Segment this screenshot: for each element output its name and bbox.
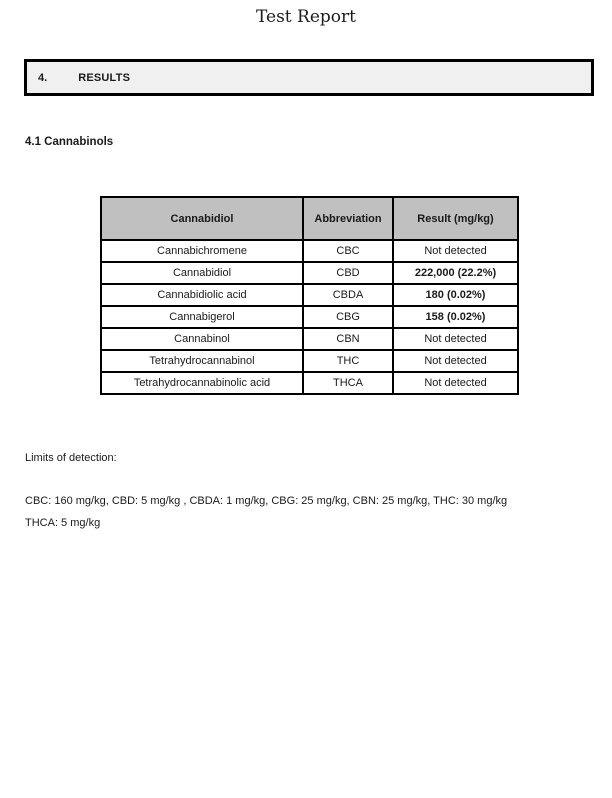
compound-cell: Cannabinol xyxy=(101,328,303,350)
table-row xyxy=(101,262,518,284)
table-row xyxy=(101,372,518,394)
abbreviation-cell: THC xyxy=(303,350,393,372)
table-row xyxy=(101,306,518,328)
result-cell: 180 (0.02%) xyxy=(393,284,518,306)
compound-cell: Tetrahydrocannabinol xyxy=(101,350,303,372)
header-compound: Cannabidiol xyxy=(101,197,303,240)
result-cell: 222,000 (22.2%) xyxy=(393,262,518,284)
section-title: RESULTS xyxy=(78,71,131,84)
table-row xyxy=(101,284,518,306)
compound-cell: Tetrahydrocannabinolic acid xyxy=(101,372,303,394)
result-cell: 158 (0.02%) xyxy=(393,306,518,328)
limits-line-2: THCA: 5 mg/kg xyxy=(25,517,101,529)
cannabinols-table xyxy=(100,196,519,395)
limits-of-detection-values xyxy=(25,490,600,534)
result-cell: Not detected xyxy=(393,350,518,372)
subsection-title: 4.1 Cannabinols xyxy=(25,136,114,148)
result-cell: Not detected xyxy=(393,372,518,394)
result-cell: Not detected xyxy=(393,328,518,350)
compound-cell: Cannabidiolic acid xyxy=(101,284,303,306)
section-number: 4. xyxy=(38,71,48,84)
compound-cell: Cannabidiol xyxy=(101,262,303,284)
header-abbreviation: Abbreviation xyxy=(303,197,393,240)
results-table-body xyxy=(101,240,518,394)
abbreviation-cell: CBG xyxy=(303,306,393,328)
table-row xyxy=(101,240,518,262)
document-title: Test Report xyxy=(256,7,356,27)
result-cell: Not detected xyxy=(393,240,518,262)
section-results-header xyxy=(24,59,594,96)
abbreviation-cell: CBN xyxy=(303,328,393,350)
limits-of-detection-label: Limits of detection: xyxy=(25,452,117,464)
abbreviation-cell: CBDA xyxy=(303,284,393,306)
header-result: Result (mg/kg) xyxy=(393,197,518,240)
abbreviation-cell: THCA xyxy=(303,372,393,394)
table-row xyxy=(101,328,518,350)
table-header-row xyxy=(101,197,518,240)
compound-cell: Cannabigerol xyxy=(101,306,303,328)
table-row xyxy=(101,350,518,372)
compound-cell: Cannabichromene xyxy=(101,240,303,262)
abbreviation-cell: CBD xyxy=(303,262,393,284)
abbreviation-cell: CBC xyxy=(303,240,393,262)
limits-line-1: CBC: 160 mg/kg, CBD: 5 mg/kg , CBDA: 1 mg/kg, CBG: 25 mg/kg, CBN: 25 mg/kg, THC: 30 mg/kg xyxy=(25,495,508,507)
